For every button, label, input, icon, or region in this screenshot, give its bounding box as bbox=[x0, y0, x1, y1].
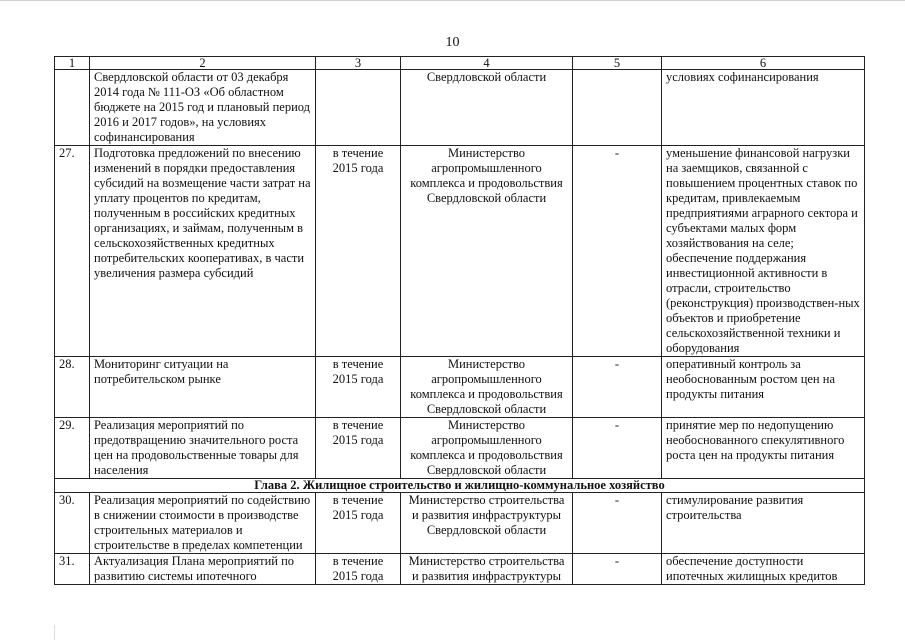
measures-table bbox=[54, 56, 865, 585]
table-row bbox=[55, 146, 865, 357]
funding-cell bbox=[573, 70, 662, 146]
page-number: 10 bbox=[445, 35, 460, 50]
funding-cell: - bbox=[573, 554, 662, 585]
executor-cell: Свердловской области bbox=[401, 70, 573, 146]
table-row bbox=[55, 418, 865, 479]
page-top-edge bbox=[0, 0, 905, 1]
executor-cell: Министерство агропромышленного комплекса и продовольствия Свердловской области bbox=[401, 357, 573, 418]
table-row-continuation bbox=[55, 70, 865, 146]
executor-cell: Министерство агропромышленного комплекса и продовольствия Свердловской области bbox=[401, 146, 573, 357]
measure-cell: Реализация мероприятий по содействию в снижении стоимости в производстве строительных материалов и строительстве в пределах компетенции bbox=[90, 493, 316, 554]
measure-cell: Свердловской области от 03 декабря 2014 года № 111-ОЗ «Об областном бюджете на 2015 год и плановый период 2016 и 2017 годов», на условиях софинансирования bbox=[90, 70, 316, 146]
funding-cell: - bbox=[573, 493, 662, 554]
chapter-heading: Глава 2. Жилищное строительство и жилищно-коммунальное хозяйство bbox=[55, 479, 865, 493]
table-row bbox=[55, 493, 865, 554]
result-cell: стимулирование развития строительства bbox=[662, 493, 865, 554]
column-header: 6 bbox=[662, 57, 865, 70]
column-header: 2 bbox=[90, 57, 316, 70]
column-header: 3 bbox=[316, 57, 401, 70]
row-number-cell: 30. bbox=[55, 493, 90, 554]
result-cell: условиях софинансирования bbox=[662, 70, 865, 146]
term-cell bbox=[316, 70, 401, 146]
term-cell: в течение 2015 года bbox=[316, 146, 401, 357]
funding-cell: - bbox=[573, 146, 662, 357]
row-number-cell: 29. bbox=[55, 418, 90, 479]
row-number-cell: 31. bbox=[55, 554, 90, 585]
term-cell: в течение 2015 года bbox=[316, 357, 401, 418]
funding-cell: - bbox=[573, 418, 662, 479]
column-header: 1 bbox=[55, 57, 90, 70]
executor-cell: Министерство строительства и развития инфраструктуры bbox=[401, 554, 573, 585]
term-cell: в течение 2015 года bbox=[316, 554, 401, 585]
executor-cell: Министерство строительства и развития инфраструктуры Свердловской области bbox=[401, 493, 573, 554]
funding-cell: - bbox=[573, 357, 662, 418]
row-number-cell: 28. bbox=[55, 357, 90, 418]
executor-cell: Министерство агропромышленного комплекса и продовольствия Свердловской области bbox=[401, 418, 573, 479]
result-cell: оперативный контроль за необоснованным ростом цен на продукты питания bbox=[662, 357, 865, 418]
row-number-cell: 27. bbox=[55, 146, 90, 357]
measure-cell: Мониторинг ситуации на потребительском рынке bbox=[90, 357, 316, 418]
column-header: 5 bbox=[573, 57, 662, 70]
column-number-header bbox=[55, 57, 865, 70]
row-number-cell bbox=[55, 70, 90, 146]
table-row bbox=[55, 357, 865, 418]
result-cell: принятие мер по недопущению необоснованного спекулятивного роста цен на продукты питания bbox=[662, 418, 865, 479]
term-cell: в течение 2015 года bbox=[316, 418, 401, 479]
scan-edge-mark bbox=[54, 625, 55, 640]
result-cell: обеспечение доступности ипотечных жилищных кредитов bbox=[662, 554, 865, 585]
chapter-heading-row bbox=[55, 479, 865, 493]
measure-cell: Реализация мероприятий по предотвращению значительного роста цен на продовольственные товары для населения bbox=[90, 418, 316, 479]
table-row bbox=[55, 554, 865, 585]
term-cell: в течение 2015 года bbox=[316, 493, 401, 554]
measure-cell: Актуализация Плана мероприятий по развитию системы ипотечного bbox=[90, 554, 316, 585]
column-header: 4 bbox=[401, 57, 573, 70]
measure-cell: Подготовка предложений по внесению изменений в порядки предоставления субсидий на возмещение части затрат на уплату процентов по кредитам, полученным в российских кредитных организациях, и займам, полученным в сельскохозяйственных кредитных потребительских кооперативах, в части увеличения размера субсидий bbox=[90, 146, 316, 357]
result-cell: уменьшение финансовой нагрузки на заемщиков, связанной с повышением процентных ставок по кредитам, привлекаемым предприятиями аграрного сектора и субъектами малых форм хозяйствования на селе; обеспечение поддержания инвестиционной активности в отрасли, строительство (реконструкция) производствен-ных объектов и приобретение сельскохозяйственной техники и оборудования bbox=[662, 146, 865, 357]
